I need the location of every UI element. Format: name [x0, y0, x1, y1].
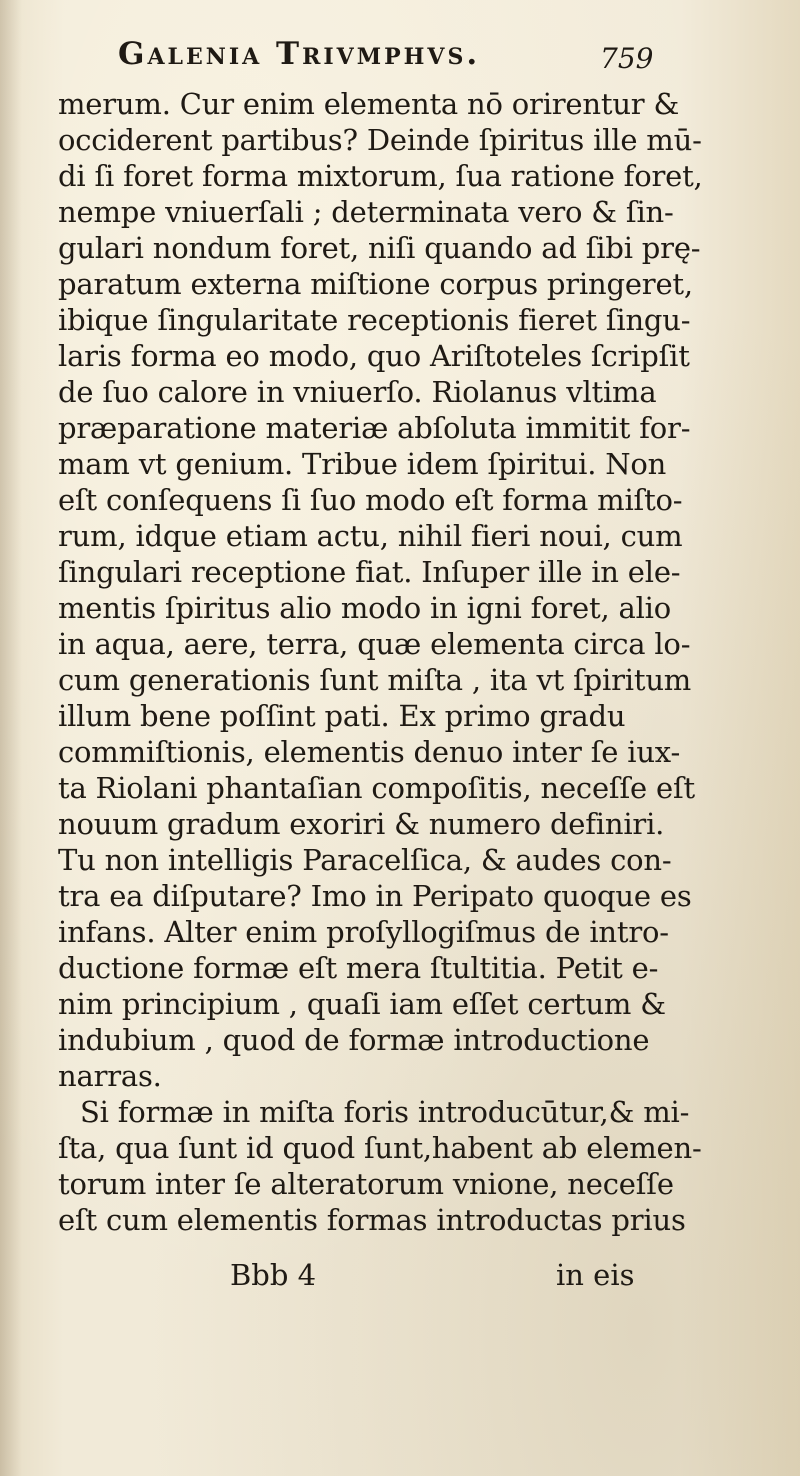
text-line: nempe vniuerſali ; determinata vero & ſin- — [58, 195, 674, 229]
text-line: mam vt genium. Tribue idem ſpiritui. Non — [58, 447, 667, 481]
text-line: cum generationis ſunt miſta , ita vt ſpiritum — [58, 663, 692, 697]
text-line: occiderent partibus? Deinde ſpiritus ille mū- — [58, 123, 702, 157]
text-line: narras. — [58, 1059, 162, 1093]
body-text — [58, 86, 748, 1238]
catchword: in eis — [556, 1258, 635, 1292]
text-line: merum. Cur enim elementa nō orirentur & — [58, 87, 680, 121]
page-header — [0, 30, 800, 80]
text-line-paragraph-start: Si formæ in miſta foris introducūtur,& mi- — [80, 1095, 690, 1129]
text-line: laris forma eo modo, quo Ariſtoteles ſcripſit — [58, 339, 690, 373]
text-line: di ſi foret forma mixtorum, ſua ratione foret, — [58, 159, 703, 193]
text-line: torum inter ſe alteratorum vnione, neceſſe — [58, 1167, 674, 1201]
text-line: nim principium , quaſi iam eſſet certum & — [58, 987, 666, 1021]
text-line: eſt conſequens ſi ſuo modo eſt forma miſto- — [58, 483, 683, 517]
page-number: 759 — [600, 42, 654, 75]
text-line: ductione formæ eſt mera ſtultitia. Petit e- — [58, 951, 659, 985]
text-line: ſta, qua ſunt id quod ſunt,habent ab elemen- — [58, 1131, 702, 1165]
page-footer — [0, 1258, 800, 1298]
text-line: rum, idque etiam actu, nihil fieri noui, cum — [58, 519, 683, 553]
text-line: ibique ſingularitate receptionis fieret ſingu- — [58, 303, 691, 337]
signature-mark: Bbb 4 — [230, 1258, 317, 1292]
text-line: paratum externa miſtione corpus pringeret, — [58, 267, 693, 301]
text-line: de ſuo calore in vniuerſo. Riolanus vltima — [58, 375, 657, 409]
text-line: ſingulari receptione fiat. Inſuper ille in ele- — [58, 555, 681, 589]
text-line: infans. Alter enim proſyllogiſmus de intro- — [58, 915, 669, 949]
text-line: ta Riolani phantaſian compoſitis, neceſſe eſt — [58, 771, 695, 805]
text-line: indubium , quod de formæ introductione — [58, 1023, 650, 1057]
text-line: commiſtionis, elementis denuo inter ſe iux- — [58, 735, 681, 769]
text-line: præparatione materiæ abſoluta immitit for- — [58, 411, 691, 445]
text-line: in aqua, aere, terra, quæ elementa circa lo- — [58, 627, 691, 661]
text-line: eſt cum elementis formas introductas prius — [58, 1203, 686, 1237]
running-title: Galenia Trivmphvs. — [118, 36, 481, 72]
text-line: illum bene poſſint pati. Ex primo gradu — [58, 699, 626, 733]
text-line: gulari nondum foret, niſi quando ad ſibi prę- — [58, 231, 701, 265]
gutter-shadow — [0, 0, 22, 1476]
text-line: nouum gradum exoriri & numero definiri. — [58, 807, 665, 841]
text-line: tra ea diſputare? Imo in Peripato quoque es — [58, 879, 692, 913]
text-line: mentis ſpiritus alio modo in igni foret, alio — [58, 591, 672, 625]
text-line: Tu non intelligis Paracelſica, & audes con- — [58, 843, 672, 877]
